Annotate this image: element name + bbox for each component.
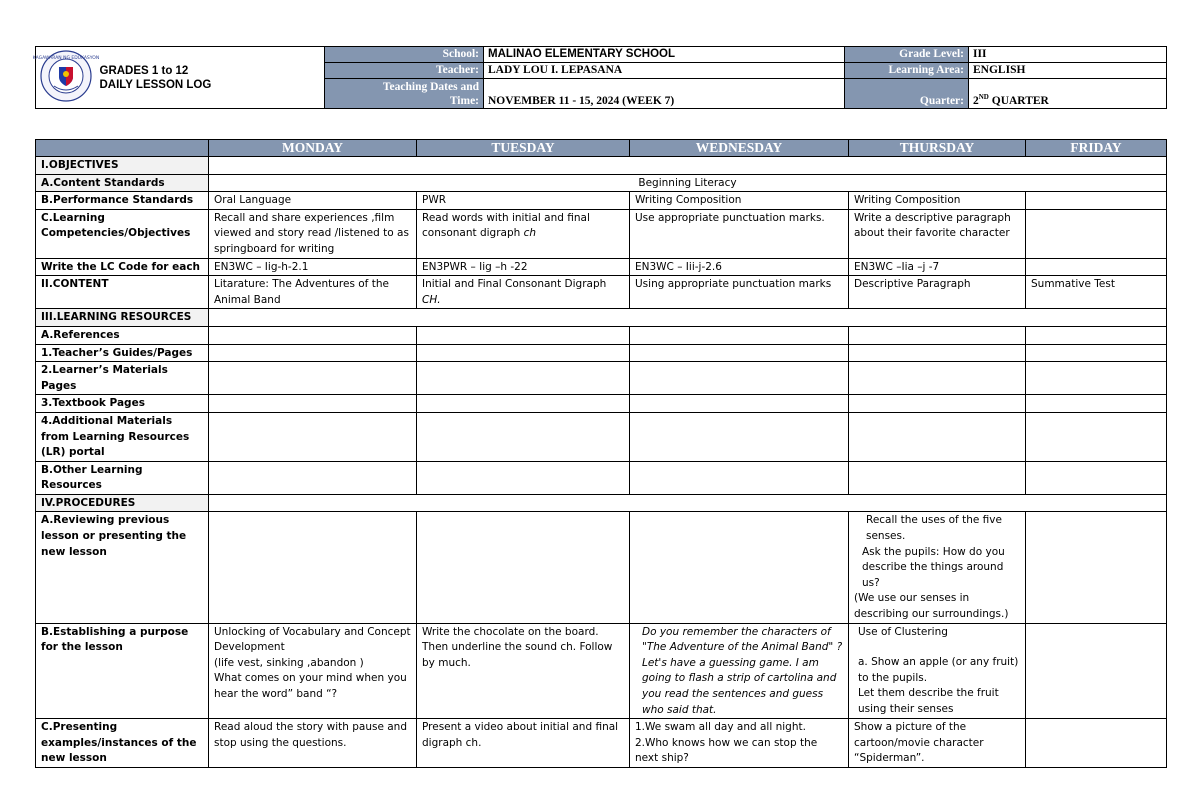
lesson-log-table [35,139,1167,768]
table-row [36,719,1167,768]
day-tuesday: TUESDAY [417,140,630,157]
area-value: ENGLISH [969,63,1167,79]
table-row [36,623,1167,719]
comp-tuesday: Read words with initial and final consonant digraph ch [417,209,630,258]
day-monday: MONDAY [209,140,417,157]
day-wednesday: WEDNESDAY [630,140,849,157]
lc-code-label: Write the LC Code for each [36,258,209,276]
table-row [36,192,1167,210]
learners-materials-label: 2.Learner’s Materials Pages [36,362,209,395]
est-wednesday: Do you remember the characters of "The Adventure of the Animal Band" ? Let's have a guessing game. I am going to flash a strip of cartolina and you read the sentences and guess who said that. [630,623,849,719]
title-cell [96,47,325,109]
header-table [32,46,1167,109]
grade-label: Grade Level: [845,47,969,63]
teacher-label: Teacher: [325,63,484,79]
pres-wednesday: 1.We swam all day and all night. 2.Who knows how we can stop the next ship? [630,719,849,768]
table-row [36,512,1167,623]
pres-monday: Read aloud the story with pause and stop using the questions. [209,719,417,768]
review-thursday: Recall the uses of the five senses. Ask the pupils: How do you describe the things around us? (We use our senses in describing our surroundings.) [849,512,1026,623]
content-label: II.CONTENT [36,276,209,309]
table-row [36,461,1167,494]
est-tuesday: Write the chocolate on the board. Then underline the sound ch. Follow by much. [417,623,630,719]
school-value: MALINAO ELEMENTARY SCHOOL [484,47,845,63]
presenting-label: C.Presenting examples/instances of the new lesson [36,719,209,768]
lc-wednesday: EN3WC – Iii-j-2.6 [630,258,849,276]
content-monday: Litarature: The Adventures of the Animal Band [209,276,417,309]
comp-thursday: Write a descriptive paragraph about their favorite character [849,209,1026,258]
table-row [36,157,1167,175]
perf-friday [1026,192,1167,210]
perf-monday: Oral Language [209,192,417,210]
reviewing-label: A.Reviewing previous lesson or presenting the new lesson [36,512,209,623]
procedures-label: IV.PROCEDURES [36,494,209,512]
school-label: School: [325,47,484,63]
day-thursday: THURSDAY [849,140,1026,157]
quarter-suffix: ND [978,93,989,102]
lc-friday [1026,258,1167,276]
content-friday: Summative Test [1026,276,1167,309]
logo-cell [32,47,99,109]
content-tuesday: Initial and Final Consonant Digraph CH. [417,276,630,309]
seal-text: KAGAWARAN NG EDUKASYON [32,55,99,61]
table-row [36,326,1167,344]
quarter-label: Quarter: [845,79,969,109]
table-row [36,344,1167,362]
lc-monday: EN3WC – Iig-h-2.1 [209,258,417,276]
additional-materials-label: 4.Additional Materials from Learning Resources (LR) portal [36,412,209,461]
quarter-number: 2 [973,95,979,107]
textbook-label: 3.Textbook Pages [36,395,209,413]
perf-wednesday: Writing Composition [630,192,849,210]
quarter-value [969,79,1167,109]
day-friday: FRIDAY [1026,140,1167,157]
deped-seal-icon [32,50,99,102]
title-line-2: DAILY LESSON LOG [99,78,212,91]
corner-cell [36,140,209,157]
dates-label [325,79,484,109]
references-label: A.References [36,326,209,344]
table-row [36,209,1167,258]
title-line-1: GRADES 1 to 12 [99,64,189,77]
table-row [36,258,1167,276]
quarter-text: QUARTER [988,95,1049,107]
content-standards-label: A.Content Standards [36,174,209,192]
content-thursday: Descriptive Paragraph [849,276,1026,309]
table-row [36,412,1167,461]
table-row [36,174,1167,192]
table-row [36,276,1167,309]
perf-tuesday: PWR [417,192,630,210]
day-header-row [36,140,1167,157]
dates-value: NOVEMBER 11 - 15, 2024 (WEEK 7) [484,79,845,109]
teacher-value: LADY LOU I. LEPASANA [484,63,845,79]
performance-standards-label: B.Performance Standards [36,192,209,210]
est-thursday: Use of Clustering a. Show an apple (or any fruit) to the pupils. Let them describe the fruit using their senses [849,623,1026,719]
comp-friday [1026,209,1167,258]
table-row [36,494,1167,512]
lc-thursday: EN3WC –Iia –j -7 [849,258,1026,276]
lc-tuesday: EN3PWR – Iig –h -22 [417,258,630,276]
table-row [36,309,1167,327]
content-wednesday: Using appropriate punctuation marks [630,276,849,309]
comp-wednesday: Use appropriate punctuation marks. [630,209,849,258]
resources-label: III.LEARNING RESOURCES [36,309,209,327]
est-monday: Unlocking of Vocabulary and Concept Development (life vest, sinking ,abandon ) What comes on your mind when you hear the word” band “? [209,623,417,719]
dates-label-line-1: Teaching Dates and [382,81,479,93]
dates-label-line-2: Time: [449,95,479,107]
other-resources-label: B.Other Learning Resources [36,461,209,494]
objectives-label: I.OBJECTIVES [36,157,209,175]
perf-thursday: Writing Composition [849,192,1026,210]
grade-value: III [969,47,1167,63]
area-label: Learning Area: [845,63,969,79]
pres-thursday: Show a picture of the cartoon/movie character “Spiderman”. [849,719,1026,768]
content-standards-value: Beginning Literacy [209,174,1167,192]
pres-tuesday: Present a video about initial and final digraph ch. [417,719,630,768]
teachers-guides-label: 1.Teacher’s Guides/Pages [36,344,209,362]
establishing-label: B.Establishing a purpose for the lesson [36,623,209,719]
table-row [36,362,1167,395]
competencies-label: C.Learning Competencies/Objectives [36,209,209,258]
comp-monday: Recall and share experiences ,film viewed and story read /listened to as springboard for writing [209,209,417,258]
table-row [36,395,1167,413]
